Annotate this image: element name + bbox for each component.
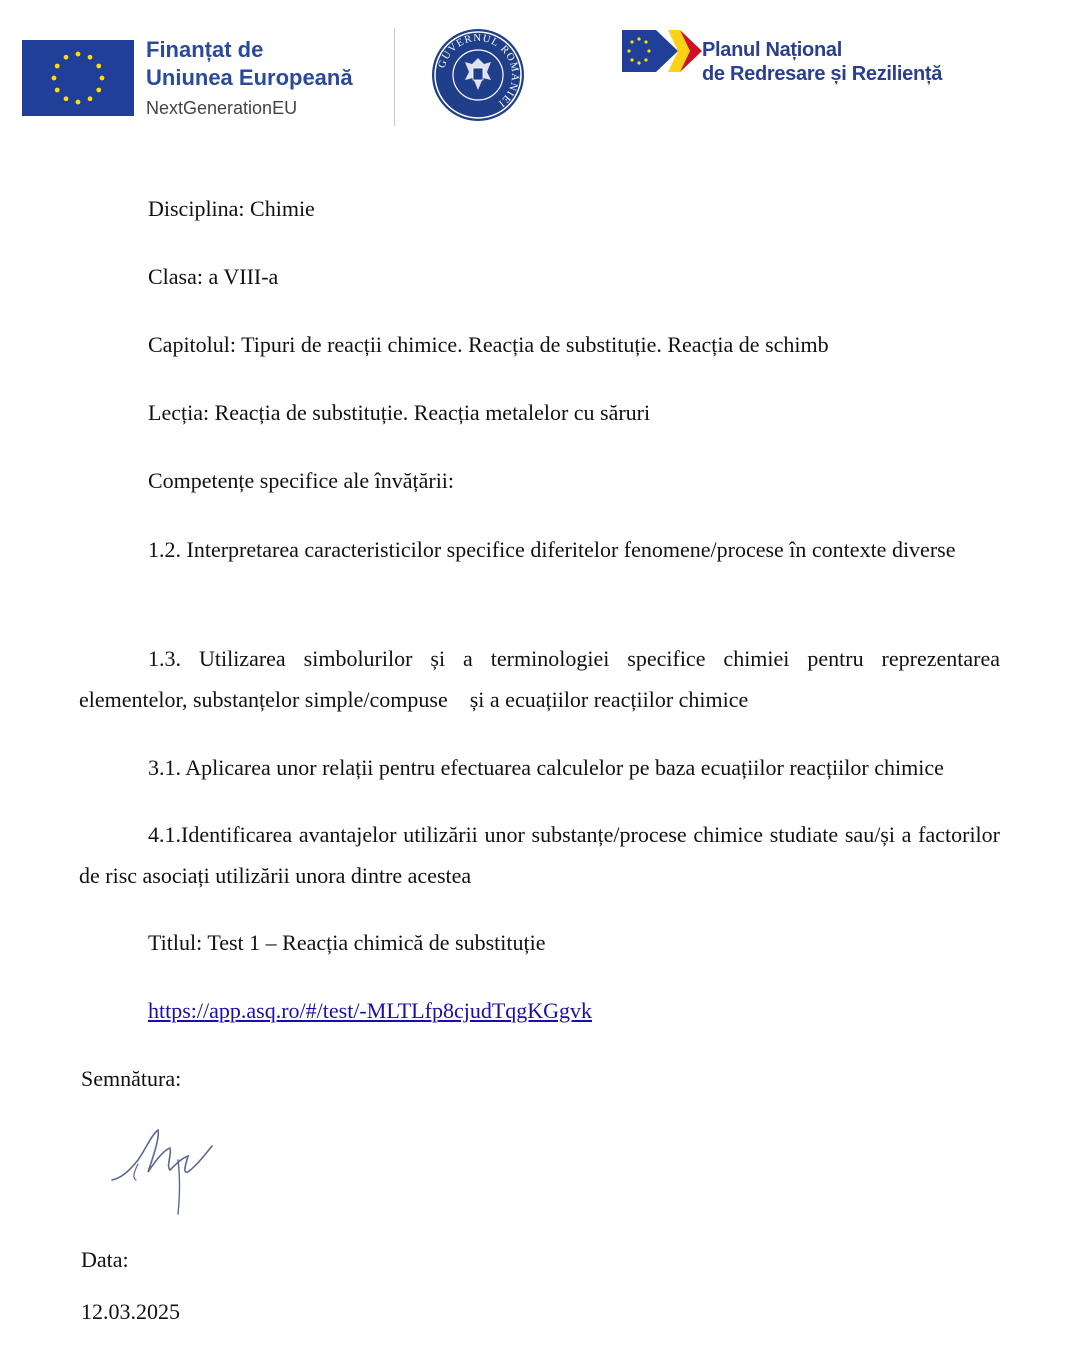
title-line: Titlul: Test 1 – Reacția chimică de substituție bbox=[148, 930, 546, 955]
competence-text: 1.3. Utilizarea simbolurilor și a terminologiei specifice chimiei pentru reprezentarea elementelor, substanțelor simple/compuse și a ecuațiilor reacțiilor chimice bbox=[79, 646, 1006, 712]
pnrr-logo-icon bbox=[622, 26, 702, 76]
competence-text: 1.2. Interpretarea caracteristicilor specifice diferitelor fenomene/procese în contexte diverse bbox=[148, 537, 956, 562]
eu-star bbox=[96, 64, 101, 69]
eu-star bbox=[88, 55, 93, 60]
government-seal-icon bbox=[431, 28, 525, 122]
competence-item bbox=[79, 814, 1000, 896]
pnrr-line1: Planul Național bbox=[702, 39, 842, 61]
competence-item bbox=[79, 638, 1006, 720]
chapter-line: Capitolul: Tipuri de reacții chimice. Reacția de substituție. Reacția de schimb bbox=[148, 332, 829, 357]
eu-star bbox=[55, 64, 60, 69]
date-label: Data: bbox=[81, 1247, 129, 1272]
eu-funding-line3: NextGenerationEU bbox=[146, 98, 298, 118]
eu-star bbox=[88, 96, 93, 101]
eu-flag-icon bbox=[22, 40, 134, 116]
date-value: 12.03.2025 bbox=[81, 1299, 180, 1324]
signature-label: Semnătura: bbox=[81, 1066, 182, 1091]
pnrr-text bbox=[702, 38, 942, 86]
eu-funding-text bbox=[146, 36, 353, 122]
eu-funding-line2: Uniunea Europeană bbox=[146, 65, 353, 90]
eu-star bbox=[76, 52, 81, 57]
eu-star bbox=[76, 100, 81, 105]
eu-star bbox=[96, 88, 101, 93]
lesson-line: Lecția: Reacția de substituție. Reacția metalelor cu săruri bbox=[148, 400, 651, 425]
svg-text:GUVERNUL ROMÂNIEI: GUVERNUL ROMÂNIEI bbox=[436, 32, 521, 110]
eu-star bbox=[64, 55, 69, 60]
logo-divider bbox=[394, 28, 395, 126]
eu-star bbox=[64, 96, 69, 101]
discipline-line: Disciplina: Chimie bbox=[148, 196, 315, 221]
test-link[interactable]: https://app.asq.ro/#/test/-MLTLfp8cjudTqgKGgvk bbox=[148, 998, 593, 1023]
eu-funding-line1: Finanțat de bbox=[146, 37, 264, 62]
eu-star bbox=[52, 76, 57, 81]
header-logos bbox=[0, 0, 1069, 140]
handwritten-signature bbox=[108, 1120, 228, 1220]
competence-item bbox=[79, 529, 1000, 570]
competence-item bbox=[79, 747, 1000, 788]
eu-star bbox=[100, 76, 105, 81]
eu-star bbox=[55, 88, 60, 93]
pnrr-line2: de Redresare și Reziliență bbox=[702, 63, 943, 85]
competences-heading: Competențe specifice ale învățării: bbox=[148, 468, 455, 493]
competence-text: 3.1. Aplicarea unor relații pentru efectuarea calculelor pe baza ecuațiilor reacțiilor chimice bbox=[148, 755, 944, 780]
class-line: Clasa: a VIII-a bbox=[148, 264, 279, 289]
competence-text: 4.1.Identificarea avantajelor utilizării unor substanțe/procese chimice studiate sau/și a factorilor de risc asociați utilizării unora dintre acestea bbox=[79, 822, 1000, 888]
